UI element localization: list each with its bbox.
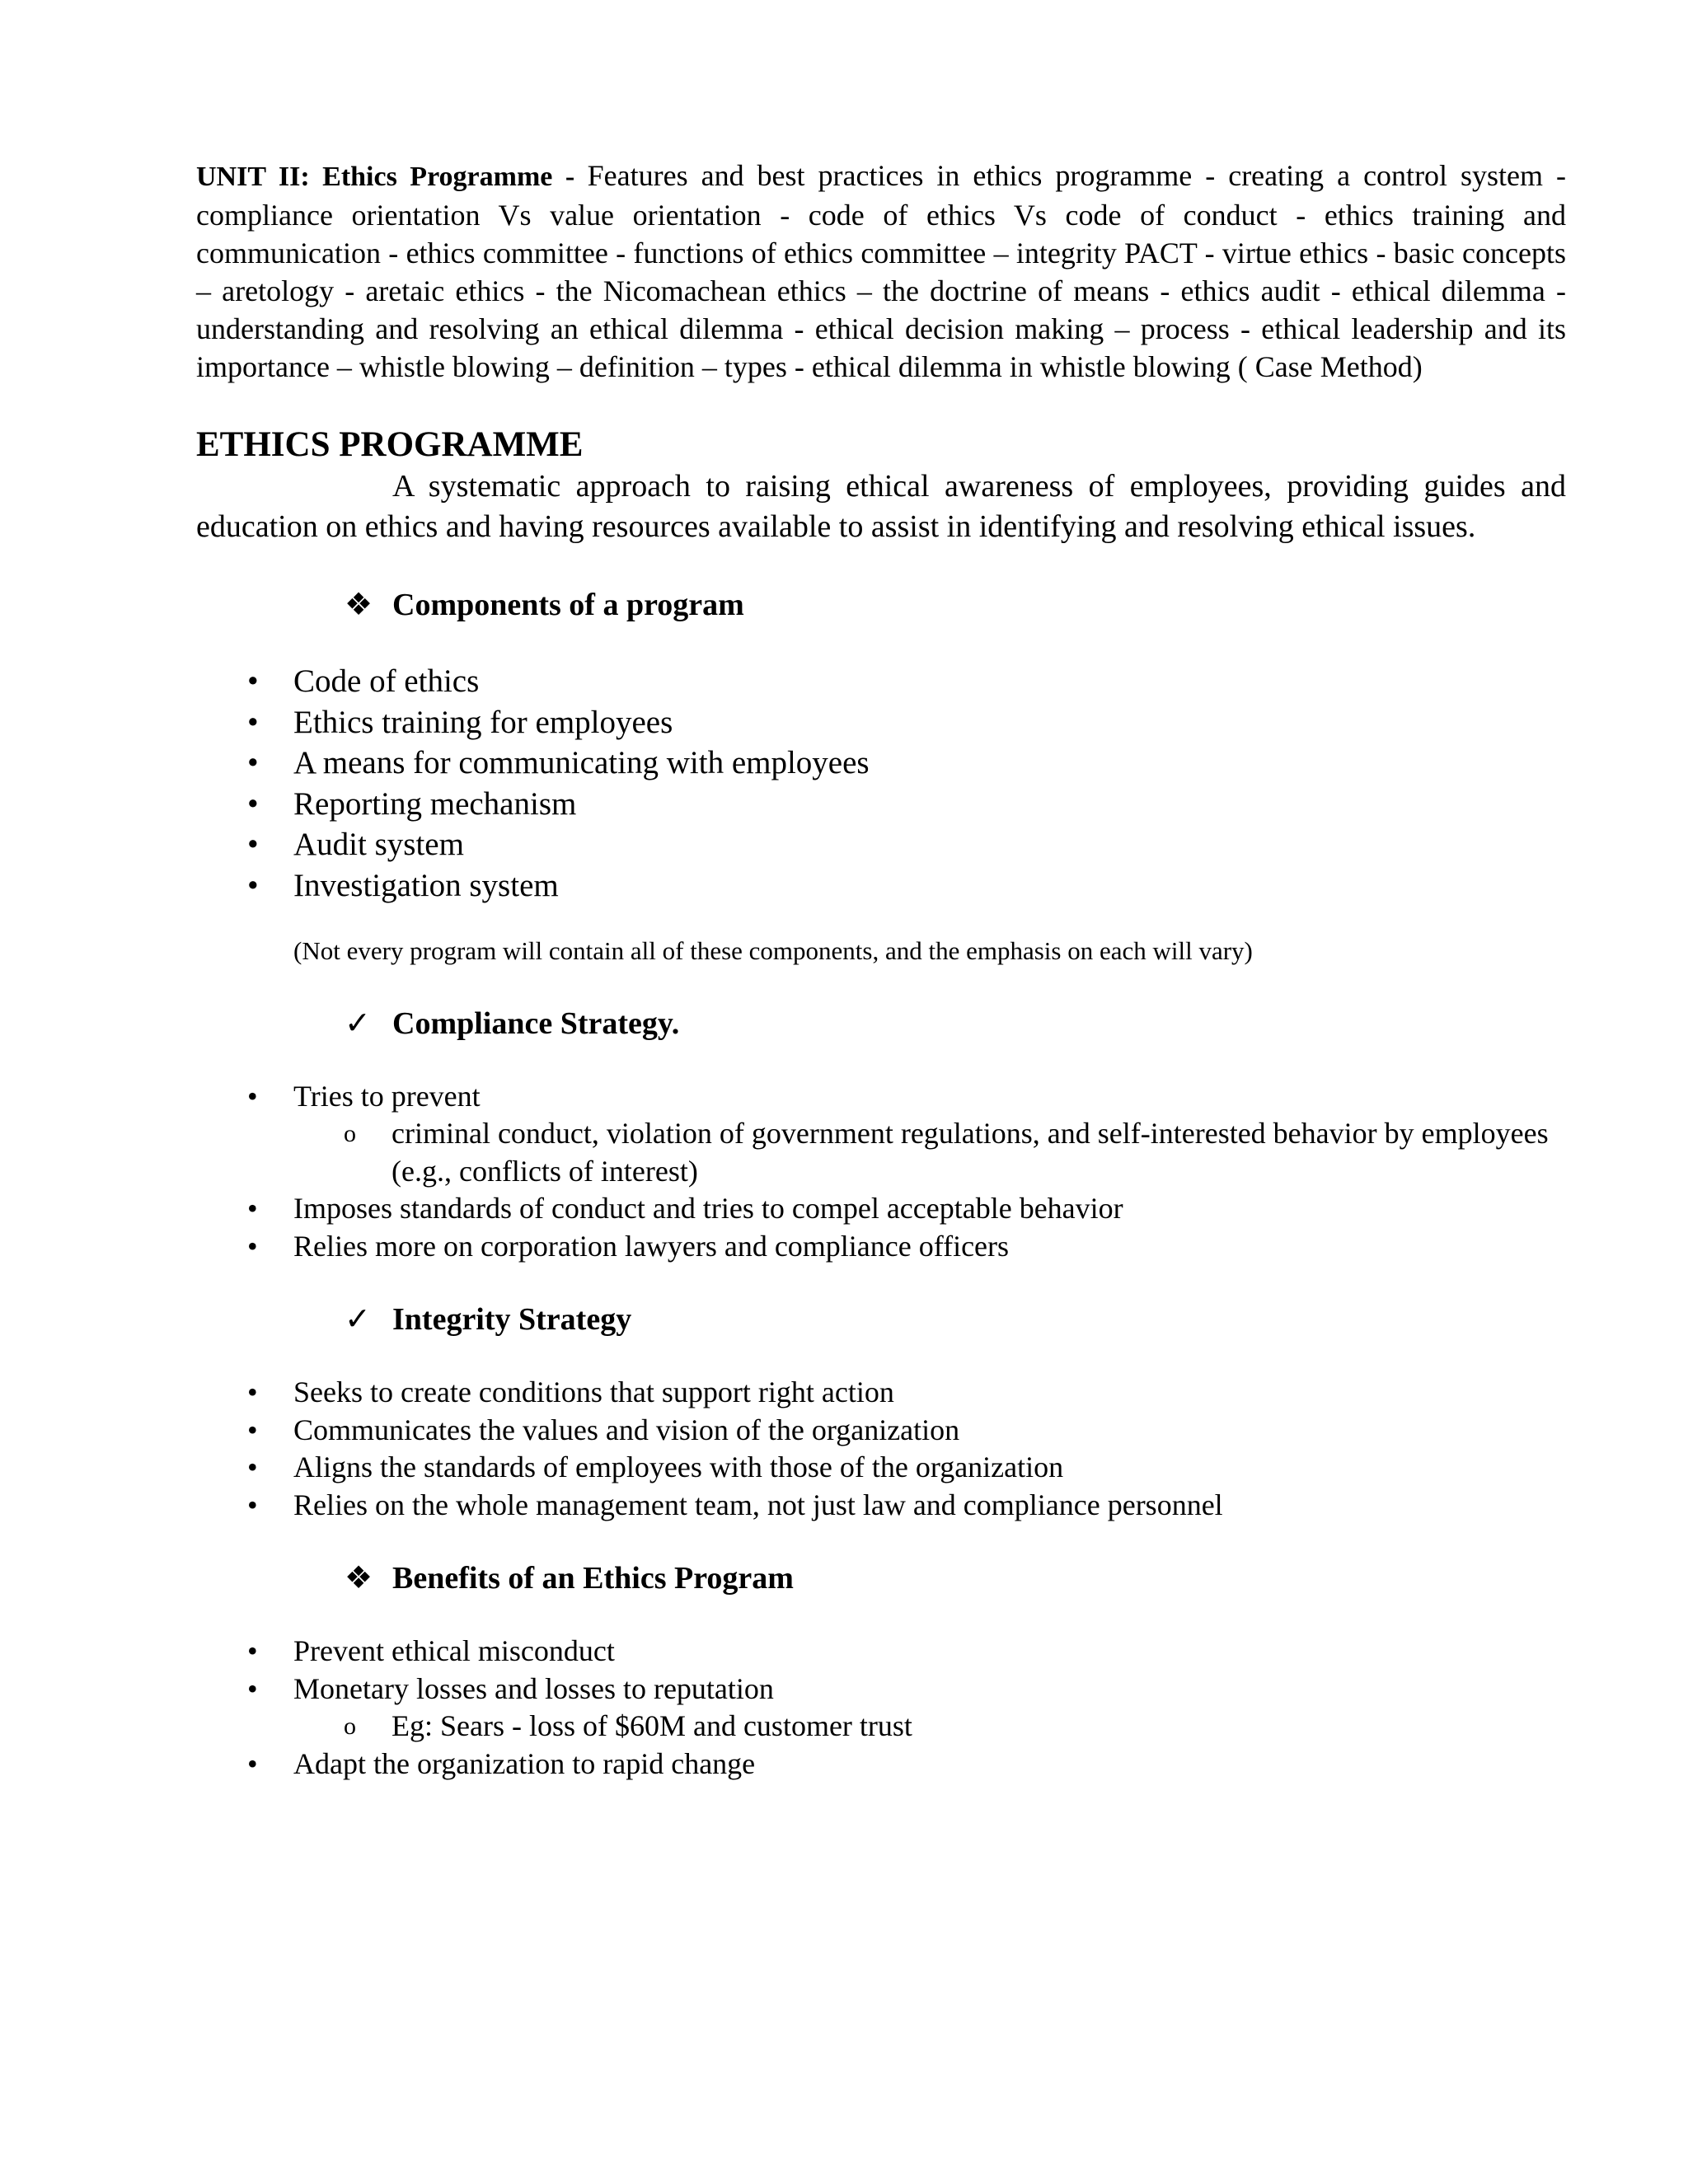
compliance-heading-text: Compliance Strategy. <box>392 1005 680 1041</box>
intro-paragraph: A systematic approach to raising ethical awareness of employees, providing guides and education on ethics and having resources available to assist in identifying and resolving ethical issues. <box>196 469 1566 544</box>
bullet-icon: • <box>247 1488 258 1521</box>
bullet-icon: • <box>247 1192 258 1226</box>
unit-syllabus-text: Features and best practices in ethics programme - creating a control system - compliance orientation Vs value orientation - code of ethics Vs code of conduct - ethics training and communication - ethics committee - functions of ethics committee – integrity PACT - virtue ethics - basic concepts – aretology - aretaic ethics - the Nicomachean ethics – the doctrine of means - ethics audit - ethical dilemma - understanding and resolving an ethical dilemma - ethical decision making – process - ethical leadership and its importance – whistle blowing – definition – types - ethical dilemma in whistle blowing ( Case Method) <box>196 159 1566 383</box>
list-item: • Communicates the values and vision of the organization <box>196 1412 1566 1450</box>
integrity-heading-text: Integrity Strategy <box>392 1302 632 1338</box>
list-item: • Investigation system <box>196 865 1566 907</box>
compliance-list-continued <box>196 1190 1566 1265</box>
benefits-list-continued <box>196 1746 1566 1783</box>
list-item: • Imposes standards of conduct and tries to compel acceptable behavior <box>196 1190 1566 1228</box>
list-item: • Prevent ethical misconduct <box>196 1633 1566 1671</box>
bullet-icon: • <box>247 1634 258 1668</box>
document-page <box>196 157 1566 1783</box>
bullet-icon: • <box>247 1229 258 1263</box>
list-item: • Adapt the organization to rapid change <box>196 1746 1566 1783</box>
benefits-heading-text: Benefits of an Ethics Program <box>392 1561 794 1596</box>
circle-bullet-icon: o <box>344 1120 356 1148</box>
bullet-icon: • <box>247 867 259 903</box>
list-item: • Relies on the whole management team, not just law and compliance personnel <box>196 1487 1566 1525</box>
bullet-icon: • <box>247 745 259 781</box>
benefits-heading <box>196 1558 1566 1598</box>
bullet-icon: • <box>247 785 259 822</box>
benefits-sublist <box>196 1708 1566 1746</box>
list-item: • Reporting mechanism <box>196 784 1566 825</box>
bullet-icon: • <box>247 1376 258 1409</box>
unit-label: UNIT II: Ethics Programme - <box>196 162 588 192</box>
sub-list-item: o criminal conduct, violation of government regulations, and self-interested behavior by employees (e.g., conflicts of interest) <box>344 1117 1549 1188</box>
circle-bullet-icon: o <box>344 1713 356 1741</box>
list-item: • Code of ethics <box>196 661 1566 702</box>
bullet-icon: • <box>247 1671 258 1705</box>
section-title: ETHICS PROGRAMME <box>196 425 584 464</box>
compliance-list <box>196 1078 1566 1116</box>
unit-syllabus-paragraph <box>196 157 1566 386</box>
compliance-heading <box>196 1004 1566 1043</box>
bullet-icon: • <box>247 827 259 863</box>
checkmark-icon: ✓ <box>345 1005 371 1041</box>
checkmark-icon: ✓ <box>345 1302 371 1338</box>
bullet-icon: • <box>247 1413 258 1446</box>
list-item: • Monetary losses and losses to reputation <box>196 1671 1566 1708</box>
list-item: • Audit system <box>196 824 1566 865</box>
list-item: • Seeks to create conditions that support right action <box>196 1374 1566 1412</box>
components-list <box>196 661 1566 907</box>
list-item: • Tries to prevent <box>196 1078 1566 1116</box>
diamond-bullet-icon: ❖ <box>345 588 373 622</box>
components-note: (Not every program will contain all of these components, and the emphasis on each will vary) <box>293 935 1253 965</box>
list-item: • Aligns the standards of employees with those of the organization <box>196 1449 1566 1487</box>
benefits-list <box>196 1633 1566 1708</box>
components-heading <box>196 585 1566 625</box>
components-heading-text: Components of a program <box>392 588 744 622</box>
bullet-icon: • <box>247 1746 258 1780</box>
bullet-icon: • <box>247 704 259 740</box>
bullet-icon: • <box>247 1079 258 1113</box>
list-item: • A means for communicating with employees <box>196 743 1566 784</box>
integrity-heading <box>196 1300 1566 1339</box>
list-item: • Ethics training for employees <box>196 702 1566 743</box>
diamond-bullet-icon: ❖ <box>345 1561 373 1596</box>
integrity-list <box>196 1374 1566 1524</box>
list-item: • Relies more on corporation lawyers and compliance officers <box>196 1228 1566 1266</box>
bullet-icon: • <box>247 1451 258 1484</box>
compliance-sublist <box>196 1115 1566 1190</box>
bullet-icon: • <box>247 663 259 699</box>
sub-list-item: o Eg: Sears - loss of $60M and customer trust <box>196 1708 1566 1746</box>
